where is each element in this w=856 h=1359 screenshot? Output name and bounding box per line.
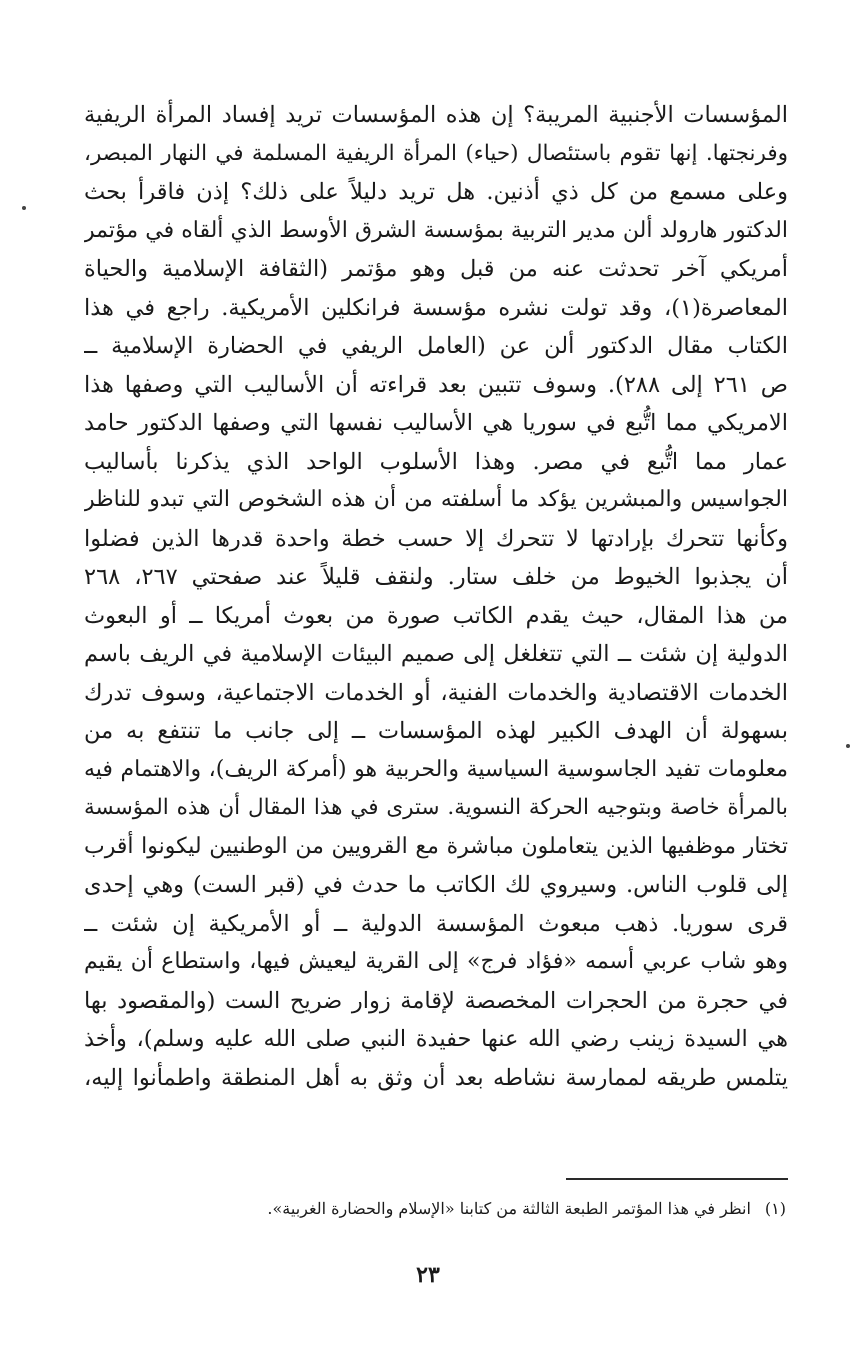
text-line: الكتاب مقال الدكتور ألن عن (العامل الريفي في الحضارة الإسلامية ــ bbox=[84, 333, 788, 359]
text-line: عمار مما اتُّبع في مصر. وهذا الأسلوب الواحد الذي يذكرنا بأساليب bbox=[84, 448, 788, 475]
text-line: وفرنجتها. إنها تقوم باستئصال (حياء) المرأة الريفية المسلمة في النهار المبصر، bbox=[84, 140, 788, 166]
text-line: الدولية إن شئت ــ التي تتغلغل إلى صميم البيئات الإسلامية في الريف باسم bbox=[84, 641, 788, 667]
text-line: المعاصرة(١)، وقد تولت نشره مؤسسة فرانكلين الأمريكية. راجع في هذا bbox=[84, 294, 788, 321]
text-line: بالمرأة خاصة وبتوجيه الحركة النسوية. سترى في هذا المقال أن هذه المؤسسة bbox=[84, 795, 788, 820]
text-line: يتلمس طريقه لممارسة نشاطه بعد أن وثق به أهل المنطقة واطمأنوا إليه، bbox=[84, 1064, 788, 1091]
footnote-divider bbox=[566, 1178, 788, 1180]
text-line: من هذا المقال، حيث يقدم الكاتب صورة من بعوث أمريكا ــ أو البعوث bbox=[84, 602, 788, 629]
text-line: إلى قلوب الناس. وسيروي لك الكاتب ما حدث في (قبر الست) وهي إحدى bbox=[84, 872, 788, 898]
text-line: بسهولة أن الهدف الكبير لهذه المؤسسات ــ إلى جانب ما تنتفع به من bbox=[84, 718, 788, 744]
text-line: وهو شاب عربي أسمه «فؤاد فرج» إلى القرية ليعيش فيها، واستطاع أن يقيم bbox=[84, 949, 788, 974]
text-line: وعلى مسمع من كل ذي أذنين. هل تريد دليلاً على ذلك؟ إذن فاقرأ بحث bbox=[84, 179, 788, 205]
page-number: ٢٣ bbox=[416, 1262, 440, 1288]
text-line: المؤسسات الأجنبية المريبة؟ إن هذه المؤسسات تريد إفساد المرأة الريفية bbox=[84, 102, 788, 128]
footnote bbox=[82, 1196, 786, 1222]
margin-dot bbox=[846, 744, 850, 748]
text-line: ص ٢٦١ إلى ٢٨٨). وسوف تتبين بعد قراءته أن الأساليب التي وصفها هذا bbox=[84, 371, 788, 398]
text-line: الامريكي مما اتُّبع في سوريا هي الأساليب نفسها التي وصفها الدكتور حامد bbox=[84, 410, 788, 436]
main-text bbox=[84, 96, 788, 1097]
footnote-number: (١) bbox=[764, 1199, 786, 1218]
text-line: وكأنها تتحرك بإرادتها لا تتحرك إلا حسب خطة واحدة قدرها الذين فضلوا bbox=[84, 525, 788, 552]
footnote-text: انظر في هذا المؤتمر الطبعة الثالثة من كتابنا «الإسلام والحضارة الغربية». bbox=[267, 1199, 751, 1218]
text-line: هي السيدة زينب رضي الله عنها حفيدة النبي صلى الله عليه وسلم)، وأخذ bbox=[84, 1026, 788, 1052]
text-line: الدكتور هارولد ألن مدير التربية بمؤسسة الشرق الأوسط الذي ألقاه في مؤتمر bbox=[84, 217, 788, 243]
text-line: أن يجذبوا الخيوط من خلف ستار. ولنقف قليلاً عند صفحتي ٢٦٧، ٢٦٨ bbox=[84, 564, 788, 590]
margin-dot bbox=[22, 206, 26, 210]
text-line: تختار موظفيها الذين يتعاملون مباشرة مع القرويين من الوطنيين ليكونوا أقرب bbox=[84, 833, 788, 859]
text-line: معلومات تفيد الجاسوسية السياسية والحربية هو (أمركة الريف)، والاهتمام فيه bbox=[84, 756, 788, 782]
text-line: قرى سوريا. ذهب مبعوث المؤسسة الدولية ــ أو الأمريكية إن شئت ــ bbox=[84, 910, 788, 937]
text-line: أمريكي آخر تحدثت عنه من قبل وهو مؤتمر (الثقافة الإسلامية والحياة bbox=[84, 256, 788, 282]
text-line: الخدمات الاقتصادية والخدمات الفنية، أو الخدمات الاجتماعية، وسوف تدرك bbox=[84, 679, 788, 706]
text-line: في حجرة من الحجرات المخصصة لإقامة زوار ضريح الست (والمقصود بها bbox=[84, 987, 788, 1014]
text-line: الجواسيس والمبشرين يؤكد ما أسلفته من أن هذه الشخوص التي تبدو للناظر bbox=[84, 487, 788, 512]
